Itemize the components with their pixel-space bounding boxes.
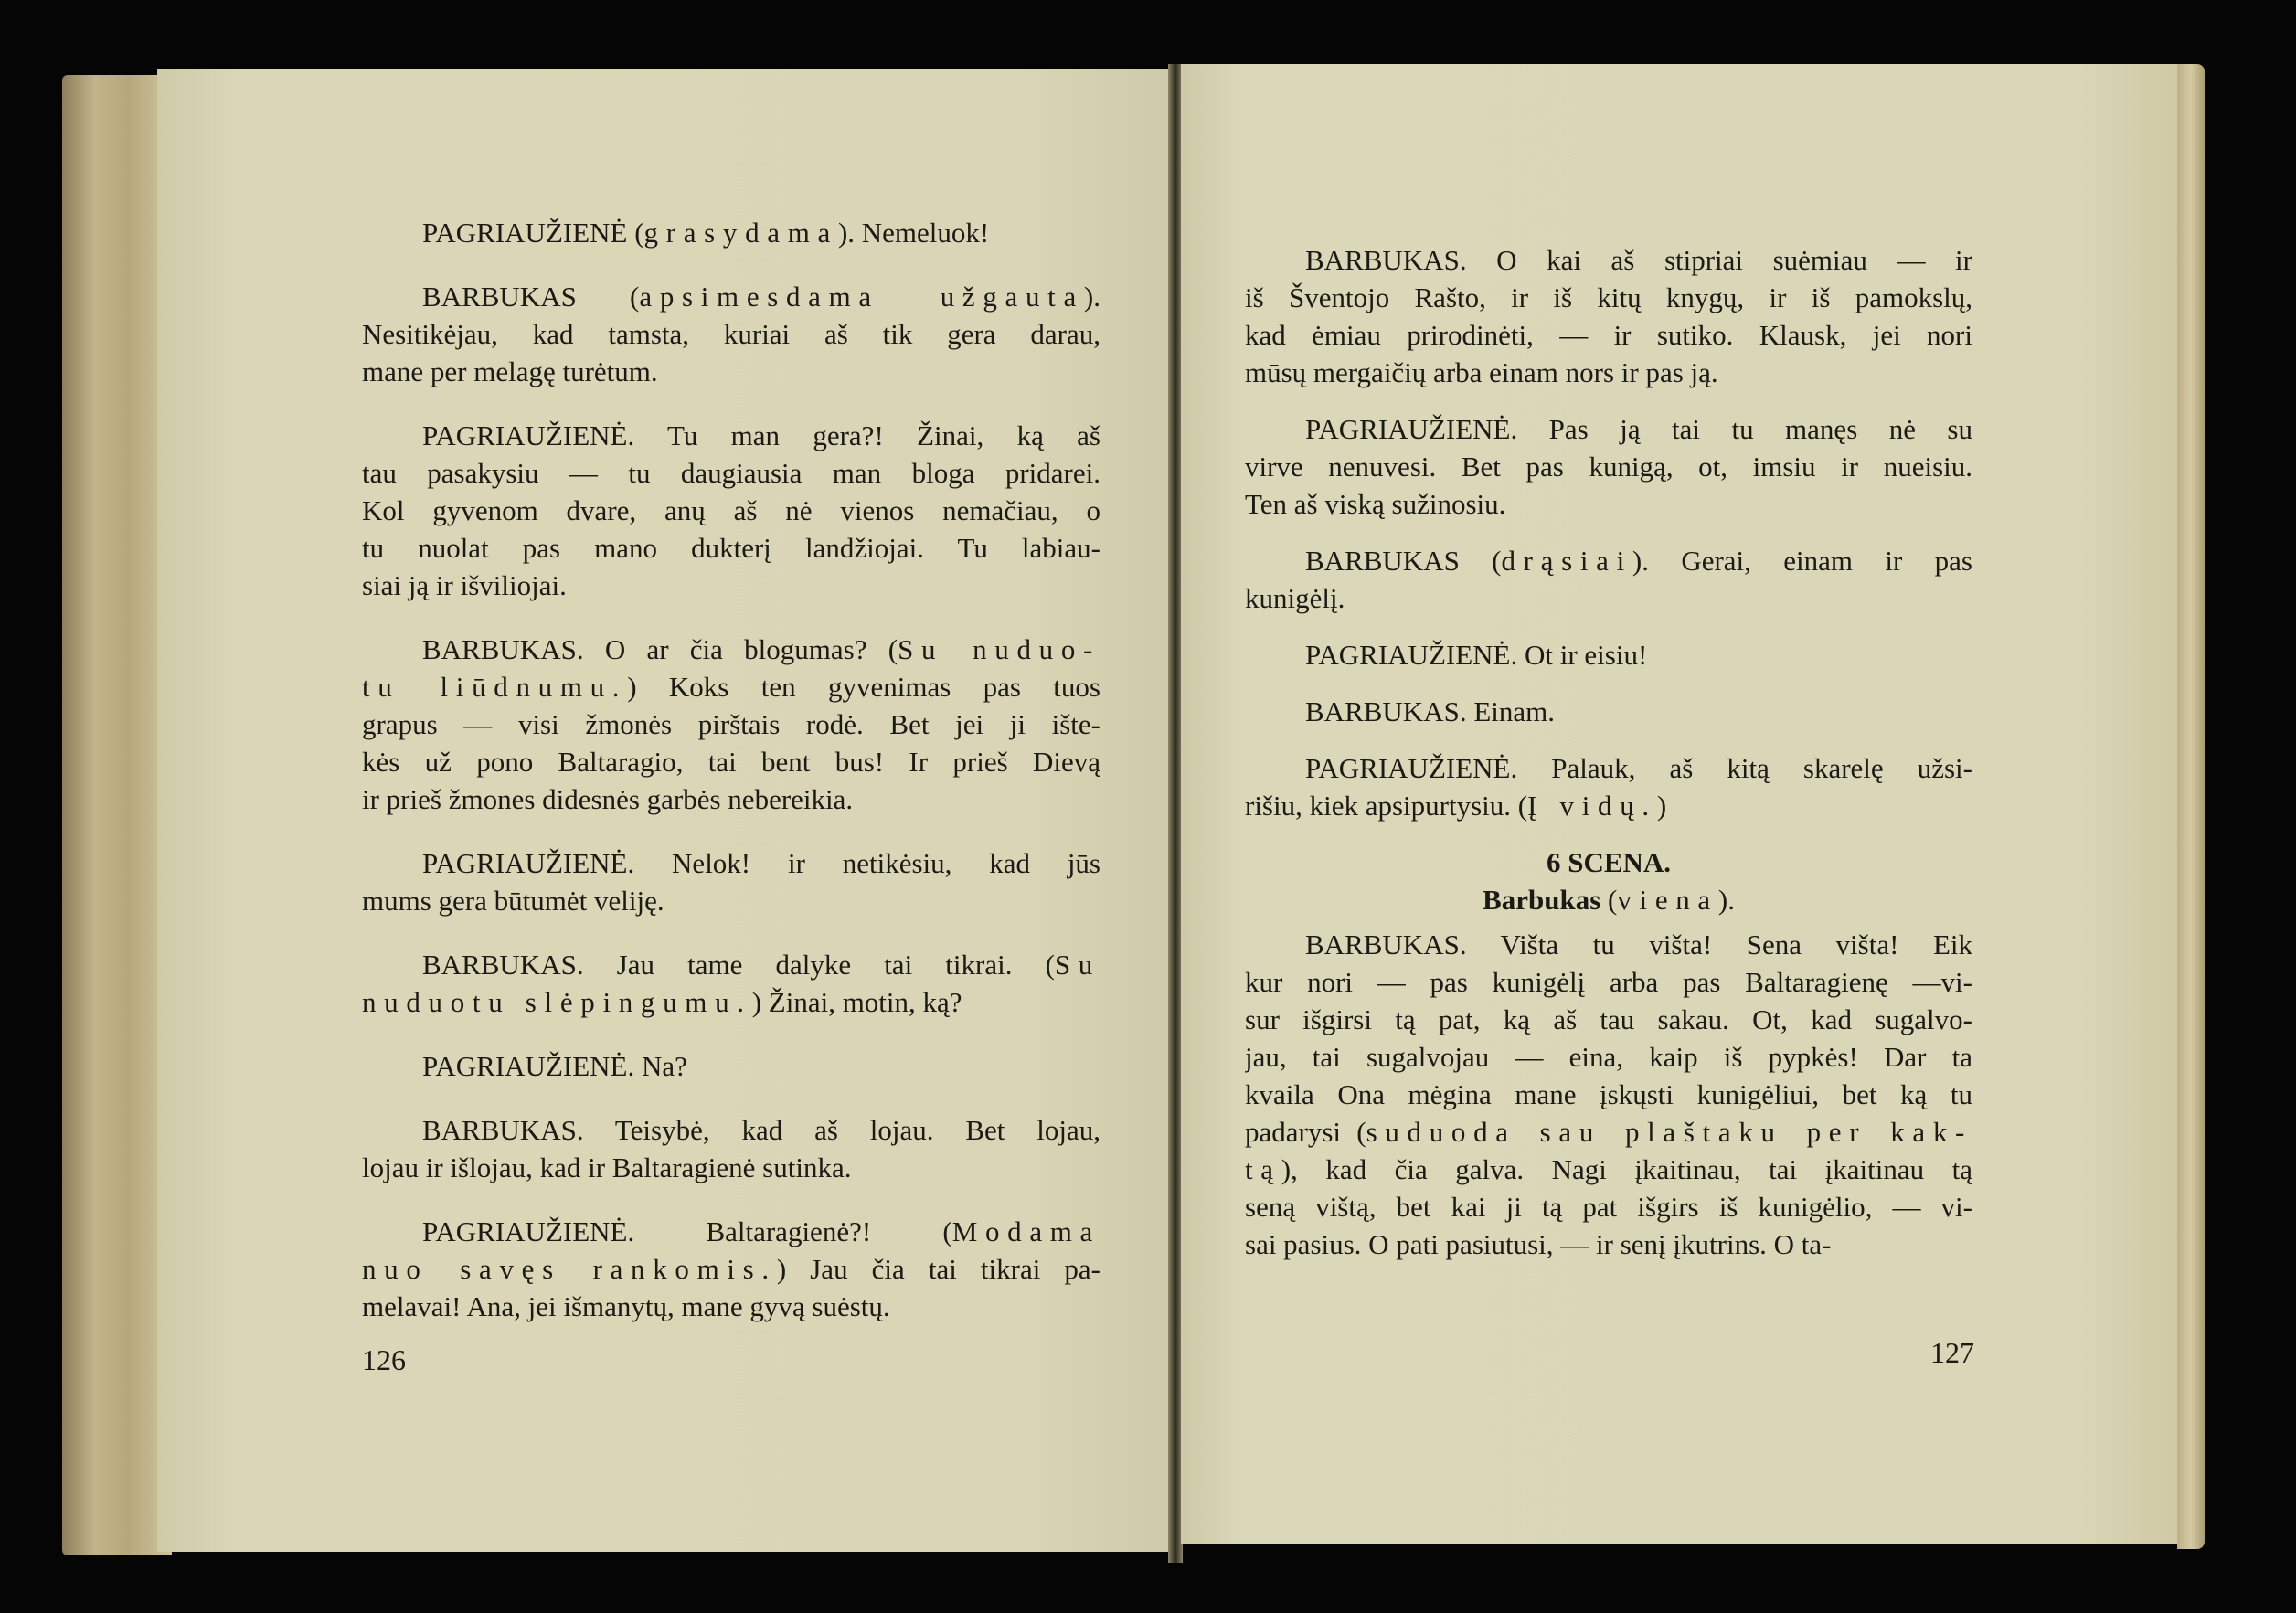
text-segment: BARBUKAS ( [422,281,640,313]
text-segment: BARBUKAS. Višta tu višta! Sena višta! Eik [1305,929,1972,960]
text-segment: kad ėmiau prirodinėti, — ir sutiko. Klausk, jei nori [1245,319,1972,351]
stage-direction-spaced: suduoda sau plaštaku per kak- [1366,1116,1972,1148]
text-line [362,631,1100,668]
stage-direction-spaced: Su nuduo- [898,633,1100,665]
text-segment: ), kad čia galva. Nagi įkaitinau, tai įkaitinau tą [1281,1153,1972,1185]
text-line [1245,1113,1972,1151]
text-line [1245,485,1972,523]
text-line [1245,1226,1972,1263]
text-line [1245,1188,1972,1226]
stage-direction-spaced: Su [1054,949,1100,981]
paragraph [1245,636,1972,674]
text-segment: mūsų mergaičių arba einam nors ir pas ją. [1245,356,1718,388]
stage-direction-spaced: tu liūdnumu. [362,671,628,703]
text-line [362,1288,1100,1325]
scene-note-open: ( [1600,884,1618,916]
text-segment: kvaila Ona mėgina mane įskųsti kunigėliui, bet ką tu [1245,1078,1972,1110]
paragraph [1245,241,1972,391]
text-line [362,882,1100,919]
text-line [1245,579,1972,617]
text-segment: BARBUKAS. Jau tame dalyke tai tikrai. ( [422,949,1055,981]
text-line [1245,1001,1972,1038]
text-segment: mane per melagę turėtum. [362,355,658,387]
text-segment: BARBUKAS ( [1305,545,1502,577]
stage-direction-spaced: grasydama [643,217,838,249]
text-segment: seną vištą, bet kai ji tą pat išgirs iš kunigėlio, — vi- [1245,1191,1972,1223]
text-segment: BARBUKAS. Einam. [1305,695,1555,727]
text-line [1245,241,1972,279]
text-line [362,1213,1100,1250]
right-page-edges [2177,64,2205,1549]
text-segment: padarysi ( [1245,1116,1366,1148]
text-segment: BARBUKAS. Teisybė, kad aš lojau. Bet lojau, [422,1114,1100,1146]
text-segment: Nesitikėjau, kad tamsta, kuriai aš tik gera darau, [362,318,1100,350]
text-segment: jau, tai sugalvojau — eina, kaip iš pypkės! Dar ta [1245,1041,1972,1073]
text-line [1245,1076,1972,1113]
text-segment: ). [1083,281,1100,313]
paragraph [362,278,1100,390]
text-line [362,529,1100,567]
text-line [362,214,1100,251]
text-line [362,844,1100,882]
text-line [362,454,1100,492]
text-segment: ) Žinai, motin, ką? [751,986,962,1018]
stage-direction-spaced: drąsiai [1501,545,1632,577]
paragraph [1245,542,1972,617]
text-segment: PAGRIAUŽIENĖ. Baltaragienė?! ( [422,1215,952,1247]
text-line [362,743,1100,780]
text-segment: rišiu, kiek apsipurtysiu. ( [1245,790,1528,822]
text-line [362,706,1100,743]
text-segment: tau pasakysiu — tu daugiausia man bloga pridarei. [362,457,1100,489]
paragraph [362,417,1100,604]
text-segment: ) Koks ten gyvenimas pas tuos [627,671,1100,703]
text-line [362,315,1100,353]
text-segment: sur išgirsi tą pat, ką aš tau sakau. Ot, kad sugalvo- [1245,1003,1972,1035]
text-line [1245,963,1972,1001]
text-segment: PAGRIAUŽIENĖ. Palauk, aš kitą skarelę užsi- [1305,752,1972,784]
stage-direction-spaced: nuduotu slėpingumu. [362,986,752,1018]
text-line [1245,542,1972,579]
paragraph [362,946,1100,1021]
text-line [362,780,1100,818]
text-line [362,1149,1100,1186]
text-line [1245,926,1972,963]
text-line [362,668,1100,706]
text-segment: ). Nemeluok! [837,217,990,249]
text-line [1245,749,1972,787]
text-segment: BARBUKAS. O ar čia blogumas? ( [422,633,898,665]
text-line [1245,1151,1972,1188]
text-line [1245,354,1972,391]
text-line [362,567,1100,604]
text-line [1245,316,1972,354]
scene-note: viena [1617,884,1718,916]
text-segment: Kol gyvenom dvare, anų aš nė vienos nemačiau, o [362,494,1100,526]
text-segment: kur nori — pas kunigėlį arba pas Baltaragienę —vi- [1245,966,1972,998]
text-segment: ) [1656,790,1667,822]
text-segment: PAGRIAUŽIENĖ. Ot ir eisiu! [1305,639,1648,671]
text-line [362,983,1100,1021]
text-line [1245,1038,1972,1076]
text-segment: PAGRIAUŽIENĖ. Pas ją tai tu manęs nė su [1305,413,1972,445]
paragraph [362,844,1100,919]
paragraph [362,1047,1100,1085]
paragraph [1245,693,1972,730]
paragraph [1245,410,1972,523]
text-line [1245,279,1972,316]
stage-direction-spaced: apsimesdama užgauta [639,281,1084,313]
text-line [362,353,1100,390]
text-line [1245,410,1972,448]
text-segment: PAGRIAUŽIENĖ. Nelok! ir netikėsiu, kad jūs [422,847,1100,879]
text-segment: PAGRIAUŽIENĖ. Na? [422,1050,687,1082]
page-number-right: 127 [1930,1336,1974,1369]
text-line [362,1111,1100,1149]
text-segment: mums gera būtumėt veliję. [362,885,664,917]
text-line [1245,636,1972,674]
left-page-text [362,214,1100,1352]
paragraph [362,214,1100,251]
text-segment: melavai! Ana, jei išmanytų, mane gyvą suėstų. [362,1290,890,1322]
scene-character-line [1245,881,1972,918]
text-segment: sai pasius. O pati pasiutusi, — ir senį įkutrins. O ta- [1245,1228,1832,1260]
text-segment: lojau ir išlojau, kad ir Baltaragienė sutinka. [362,1151,852,1183]
left-page-edges [62,75,172,1555]
stage-direction-spaced: Modama [951,1215,1100,1247]
paragraph [362,1213,1100,1325]
paragraph [1245,749,1972,824]
text-segment: kės už pono Baltaragio, tai bent bus! Ir prieš Dievą [362,746,1100,778]
text-segment: PAGRIAUŽIENĖ ( [422,217,644,249]
text-line [362,278,1100,315]
text-line [1245,448,1972,485]
text-segment: kunigėlį. [1245,582,1345,614]
text-segment: tu nuolat pas mano dukterį landžiojai. Tu labiau- [362,532,1100,564]
text-segment: PAGRIAUŽIENĖ. Tu man gera?! Žinai, ką aš [422,419,1100,451]
scene-character: Barbukas [1483,884,1601,916]
text-segment: Ten aš viską sužinosiu. [1245,488,1506,520]
right-page-text [1245,241,1972,1282]
text-segment: ir prieš žmones didesnės garbės nebereikia. [362,783,854,815]
text-segment: grapus — visi žmonės pirštais rodė. Bet jei ji ište- [362,708,1100,740]
text-line [362,1047,1100,1085]
text-line [362,946,1100,983]
text-segment: virve nenuvesi. Bet pas kunigą, ot, imsiu ir nueisiu. [1245,451,1972,483]
paragraph [362,631,1100,818]
text-line [362,417,1100,454]
scene-note-close: ). [1717,884,1735,916]
text-segment: ). Gerai, einam ir pas [1632,545,1972,577]
paragraph [1245,926,1972,1263]
text-line [1245,693,1972,730]
text-segment: BARBUKAS. O kai aš stipriai suėmiau — ir [1305,244,1972,276]
text-segment: siai ją ir išviliojai. [362,569,567,601]
text-line [1245,787,1972,824]
paragraph [362,1111,1100,1186]
stage-direction-spaced: tą [1245,1153,1281,1185]
text-segment: iš Šventojo Rašto, ir iš kitų knygų, ir iš pamokslų, [1245,281,1972,313]
text-segment: ) Jau čia tai tikrai pa- [776,1253,1100,1285]
text-line [362,492,1100,529]
stage-direction-spaced: nuo savęs rankomis. [362,1253,777,1285]
page-number-left: 126 [362,1343,406,1376]
stage-direction-spaced: Į vidų. [1527,790,1657,822]
text-line [362,1250,1100,1288]
scene-heading: 6 SCENA. [1546,846,1672,878]
